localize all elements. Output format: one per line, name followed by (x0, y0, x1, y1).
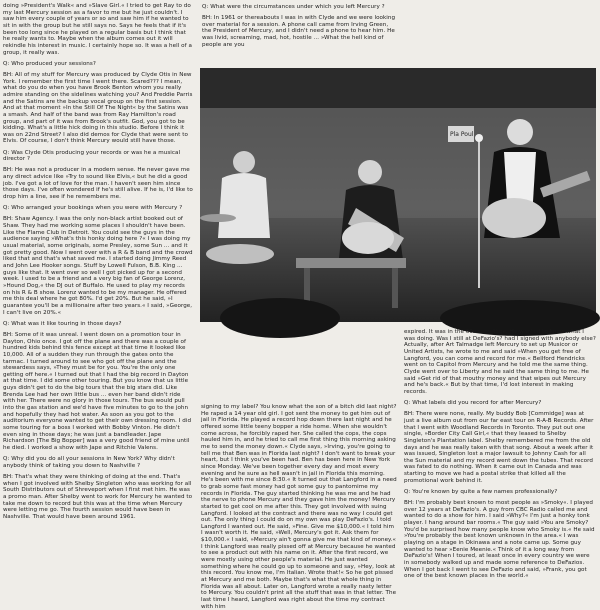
mic-stand (478, 138, 480, 288)
guitar-body (342, 222, 394, 254)
microphone (475, 134, 483, 142)
table-leg (392, 268, 398, 308)
answer: BH: That's what they were thinking of doing at the end. That's when I got involved with Shelby Singleton who was working for all South Distributors out of Shreveport when I first met him. He was a promo man. After Shelby went to work for Mercury he wanted to take me down to record but this was at the time when Mercury were letting me go. The fourth session would have been in Nashville. That would have been around 1961. (3, 474, 193, 520)
drummer-head (233, 151, 255, 173)
question: Q: Who arranged your bookings when you were with Mercury ? (3, 205, 183, 212)
cymbal (200, 214, 236, 222)
paragraph: doing »President's Walk« and »Slave Girl.« I tried to get Ray to do my last Mercury session as a favor to me but he just couldn't. I saw him every couple of years or so and saw him if he wanted to sit in with the group but he still says no. Says he feels that if it's been too long since he played on a regular basis but I think that he really wants to. Maybe when the album comes out it will rekindle his interest in music. I certainly hope so. It was a hell of a group, it really was. (3, 3, 192, 56)
right-bottom-text (404, 329, 596, 585)
guitarist-head (358, 160, 382, 184)
answer-continuation: signing to my label? You know what the son of a bitch did last night? He raped a 14 year old girl. I got sent the money to get him out of jail in Florida. He played a record hop down there last night and he offered some little teeny bopper a ride home. When she wouldn't come across, he forcibly raped her. She called the cops, the cops hauled him in, and he tried to call me first thing this morning asking me to send the money down.« Clyde says, »Irving, you're going to tell me that Ben was in Florida last night? I don't want to break your heart, but I think you've been had. Ben has been here in New York since Monday. We've been together every day and most every evening and he sure as hell wasn't in jail in Florida this morning. He's been with me since 8:30.« It turned out that Langford in a need to grab some fast money had got some guy to pantomime my records in Florida. The guy started thinking he was me and he had the nerve to phone Mercury and they gave him the money! Mercury started to get cool on me after this. They got involved with suing Langford. I looked at the contract and there was no way I could get out. The only thing I could do on my own was play DeFazio's. I told Langford I wanted out. He said, »Fine. Give me $10,000.« I told him I wasn't worth it. He said, »Well, Mercury's got it. Ask them for $10,000.« I said, »Mercury ain't gonna give me that kind of money.« I think Langford was really pissed off at Mercury because he wanted to see a product out with his name on it. After the first record, we were mostly using other people's material. He just wanted something where he could go up to someone and say, »Hey, look at this record. You know me, I'm Italian. Wrote that!« So he got pissed at Mercury and me both. Maybe that's what that whole thing in Florida was all about. Later on, Langford wrote a really nasty letter to Mercury. You couldn't print all the stuff that was in that letter. The last time I heard, Langford was right about the time my contract with him (201, 404, 397, 610)
band-photo-illustration (200, 68, 596, 322)
singer-head (507, 119, 533, 145)
audience-shadow (220, 298, 340, 338)
answer: BH: In 1961 or thereabouts I was in with Clyde and we were looking over material for a session. A phone call came from Irving Green, the President of Mercury, and I didn't need a phone to hear him. He was livid, screaming, mad, hot, hostile ... »What the hell kind of people are you (202, 15, 396, 48)
answer: BH: There were none, really. My buddy Bob [Commidge] was at just a live album out from our far east tour on R-A-B Records. After that I went with Woodland Records in Toronto. They put out one single, »Border City Call Girl,« that they leased to Shelby Singleton's Plantation label. Shelby remembered me from the old days and he was really taken with that song. About a week after it was issued, Singleton lost a major lawsuit to Johnny Cash for all the Sun material and my record went down the tubes. That record was fated to do nothing. When it came out in Canada and was starting to move we had a postal strike that killed all the promotional work behind it. (404, 411, 594, 484)
question: Q: Why did you do all your sessions in New York? Why didn't anybody think of taking you down to Nashville ? (3, 456, 175, 469)
question: Q: You're known by quite a few names professionally? (404, 488, 558, 495)
answer: BH: All of my stuff for Mercury was produced by Clyde Otis in New York. I remember the first time I went there. Scared??? I mean, what do you do when you have Brook Benton whom you really admire standing on the sidelines watching you? And Freddie Parris and the Satins are the backup vocal group on the first session. And at that moment »In the Still Of The Night« by the Satins was a smash. And half of the band was from Ray Hamilton's road group, and part of it was from Brook's outfit. God, you got to be kidding. What's a little hick doing in this studio. Before I think it was on 22nd Street? I also did demos for Clyde that were sent to Elvis. Of course, I don't think Mercury would still have those. (3, 71, 193, 145)
question: Q: What were the circumstances under which you left Mercury ? (202, 4, 385, 10)
question: Q: What was it like touring in those days? (3, 320, 122, 327)
band-photo (200, 68, 596, 322)
middle-bottom-text (201, 404, 397, 610)
drummer-body (218, 173, 270, 238)
answer: BH: Shaw Agency. I was the only non-black artist booked out of Shaw. They had me working some places I shouldn't have been. Like the Flame Club in Detroit. You could see the guys in the audience saying »What's this honky doing here ?« I was doing my usual material, some originals, some Presley, some Sun ... and it got pretty good. Now I went over with a R & B band and the crowd liked that and that's what saved me. I started doing Jimmy Reed and John Lee Hooker songs. Stuff by Lowell Fulson, B.B. King ... guys like that. It went over so well I got picked up for a second week. I used to be a friend and a very big fan of George Lorenz, »Hound Dog,« the DJ out of Buffalo. He used to play my records on his R & B show. Lorenz wanted to be my manager. He offered me this deal where he got 80%. I'd get 20%. But he said, »I guarantee you'll be a millionaire after two years.« I said, »George, I can't live on 20%.« (3, 216, 193, 316)
answer-continuation: expired. It was in the 60s sometime. He wanted to know what I was doing. Was I still at DeFazio's? had I signed with anybody else? Actually, after Art Talmadge left Mercury to set up Musicor or United Artists, he wrote to me and said »When you get free of Langford, you can come and record for me.« Bellford Hendricks went on to Capitol from Mercury and he told me the same thing. Clyde went over to Liberty and he said the same thing to me. He said »Get rid of that mouthy money and that wipes out Mercury and he's back.« But by that time, I'd lost interest in making records. (404, 329, 596, 395)
answer: BH: I'm probably best known to most people as »Smoky«. I played over 12 years at DeFazio's. A guy from CBC Radio called me and wanted to do a show for him. I said »Why?« I'm just a honky tonk player. I hang around bar rooms.« The guy said »You are Smoky? You'd be surprised how many people know who Smoky is.« He said »You're probably the best known unknown in the area.« I was playing on a stage in Okinawa and a note came up. Some guy wanted to hear »Eenie Meenie.« Think of it a long way from DeFazio's! When I toured, at least once in every country we were in somebody walked up and made some reference to DeFazios. When I got back I went to see DeFazio and said, »Frank, you got one of the best known places in the world.« (404, 500, 595, 580)
right-top-text (202, 4, 398, 60)
left-text-column (3, 3, 193, 585)
question: Q: Who produced your sessions? (3, 60, 96, 67)
singer-guitar (482, 198, 546, 238)
question: Q: What labels did you record for after Mercury? (404, 400, 542, 407)
table (296, 258, 406, 268)
answer: BH: Some of it was unreal. I went down on a promotion tour in Dayton, Ohio once. I got off the plane and there was a couple of hundred kids behind this fence except at that time it looked like 10,000. All of a sudden they run through the gates onto the tarmac. I turned around to see who got off the plane and the stewardess says, »They must be for you. You're the only one getting off here.« I turned out that I had the big record in Dayton at that time. I did some other touring. But you know that us little guys didn't get to do the big tours that the big stars did. Like Brenda Lee had her own little bus ... even her band didn't ride with her. There were no glory in those tours. The bus would pull into the gas station and we'd have five minutes to go to the john and hopefully they had hot water. As soon as you got to the auditorium everyone wanted to get their own dressing room. I did some touring for a boss I worked with Bobby Vinton. He didn't even sing in those days; he was just a bandleader. Jape Richardson [The Big Bopper] was a very good friend of mine until he died. I worked a show with Jape and Ritchie Valens. (3, 331, 192, 452)
snare-drum (206, 244, 274, 264)
wall-sign-text: Pla Poul (450, 131, 474, 138)
question: Q: Was Clyde Otis producing your records or was he a musical director ? (3, 149, 181, 163)
answer: BH: He was not a producer in a modern sense. He never gave me any direct advice like »Try to sound like Elvis,« but he did a good job. I've got a lot of love for the man. I haven't seen him since those days. I've often wondered if he's still alive. If he is, I'd like to drop him a line, see if he remembers me. (3, 167, 193, 201)
